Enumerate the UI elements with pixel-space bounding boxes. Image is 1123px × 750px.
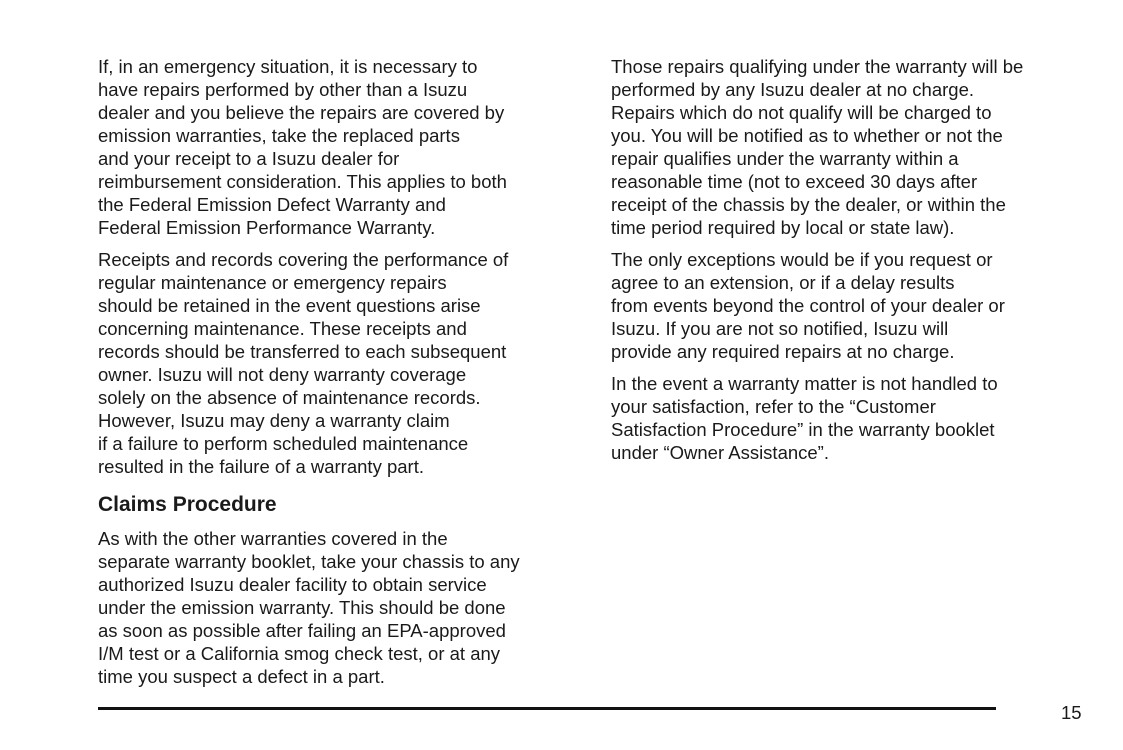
text-line: as soon as possible after failing an EPA-approved bbox=[98, 620, 506, 641]
text-line: Federal Emission Performance Warranty. bbox=[98, 217, 436, 238]
left-column bbox=[98, 55, 576, 697]
footer-rule bbox=[98, 707, 996, 710]
paragraph-emergency-repairs bbox=[98, 55, 576, 239]
paragraph-exceptions bbox=[611, 248, 1089, 363]
text-line: from events beyond the control of your dealer or bbox=[611, 295, 1005, 316]
paragraph-warranty-matter bbox=[611, 372, 1089, 464]
text-line: authorized Isuzu dealer facility to obtain service bbox=[98, 574, 487, 595]
paragraph-claims-procedure bbox=[98, 527, 576, 688]
text-line: reimbursement consideration. This applies to both bbox=[98, 171, 507, 192]
text-line: you. You will be notified as to whether or not the bbox=[611, 125, 1003, 146]
text-line: resulted in the failure of a warranty part. bbox=[98, 456, 424, 477]
text-line: repair qualifies under the warranty within a bbox=[611, 148, 959, 169]
text-line: Repairs which do not qualify will be charged to bbox=[611, 102, 992, 123]
text-line: the Federal Emission Defect Warranty and bbox=[98, 194, 446, 215]
text-line: have repairs performed by other than a Isuzu bbox=[98, 79, 468, 100]
right-column bbox=[611, 55, 1089, 473]
text-line: your satisfaction, refer to the “Customer bbox=[611, 396, 936, 417]
text-line: agree to an extension, or if a delay results bbox=[611, 272, 955, 293]
text-line: and your receipt to a Isuzu dealer for bbox=[98, 148, 400, 169]
page-number: 15 bbox=[1061, 702, 1082, 723]
text-line: As with the other warranties covered in the bbox=[98, 528, 448, 549]
text-line: Receipts and records covering the performance of bbox=[98, 249, 509, 270]
text-line: dealer and you believe the repairs are covered by bbox=[98, 102, 505, 123]
text-line: owner. Isuzu will not deny warranty coverage bbox=[98, 364, 467, 385]
text-line: If, in an emergency situation, it is necessary to bbox=[98, 56, 478, 77]
text-line: The only exceptions would be if you request or bbox=[611, 249, 993, 270]
text-line: separate warranty booklet, take your chassis to any bbox=[98, 551, 520, 572]
text-line: concerning maintenance. These receipts and bbox=[98, 318, 467, 339]
text-line: I/M test or a California smog check test, or at any bbox=[98, 643, 501, 664]
text-line: time period required by local or state law). bbox=[611, 217, 955, 238]
text-line: Those repairs qualifying under the warranty will be bbox=[611, 56, 1024, 77]
text-line: time you suspect a defect in a part. bbox=[98, 666, 385, 687]
paragraph-receipts-records bbox=[98, 248, 576, 478]
text-line: under the emission warranty. This should be done bbox=[98, 597, 506, 618]
text-line: if a failure to perform scheduled maintenance bbox=[98, 433, 469, 454]
text-line: However, Isuzu may deny a warranty claim bbox=[98, 410, 450, 431]
text-line: emission warranties, take the replaced parts bbox=[98, 125, 460, 146]
text-line: regular maintenance or emergency repairs bbox=[98, 272, 447, 293]
text-line: under “Owner Assistance”. bbox=[611, 442, 829, 463]
text-line: Satisfaction Procedure” in the warranty booklet bbox=[611, 419, 995, 440]
text-line: provide any required repairs at no charge. bbox=[611, 341, 955, 362]
text-line: should be retained in the event questions arise bbox=[98, 295, 481, 316]
paragraph-repairs-qualifying bbox=[611, 55, 1089, 239]
text-line: records should be transferred to each subsequent bbox=[98, 341, 507, 362]
text-line: receipt of the chassis by the dealer, or within the bbox=[611, 194, 1006, 215]
text-line: reasonable time (not to exceed 30 days after bbox=[611, 171, 978, 192]
text-line: solely on the absence of maintenance records. bbox=[98, 387, 481, 408]
text-line: Isuzu. If you are not so notified, Isuzu will bbox=[611, 318, 949, 339]
text-line: In the event a warranty matter is not handled to bbox=[611, 373, 998, 394]
text-line: performed by any Isuzu dealer at no charge. bbox=[611, 79, 975, 100]
section-heading-claims-procedure: Claims Procedure bbox=[98, 493, 277, 516]
